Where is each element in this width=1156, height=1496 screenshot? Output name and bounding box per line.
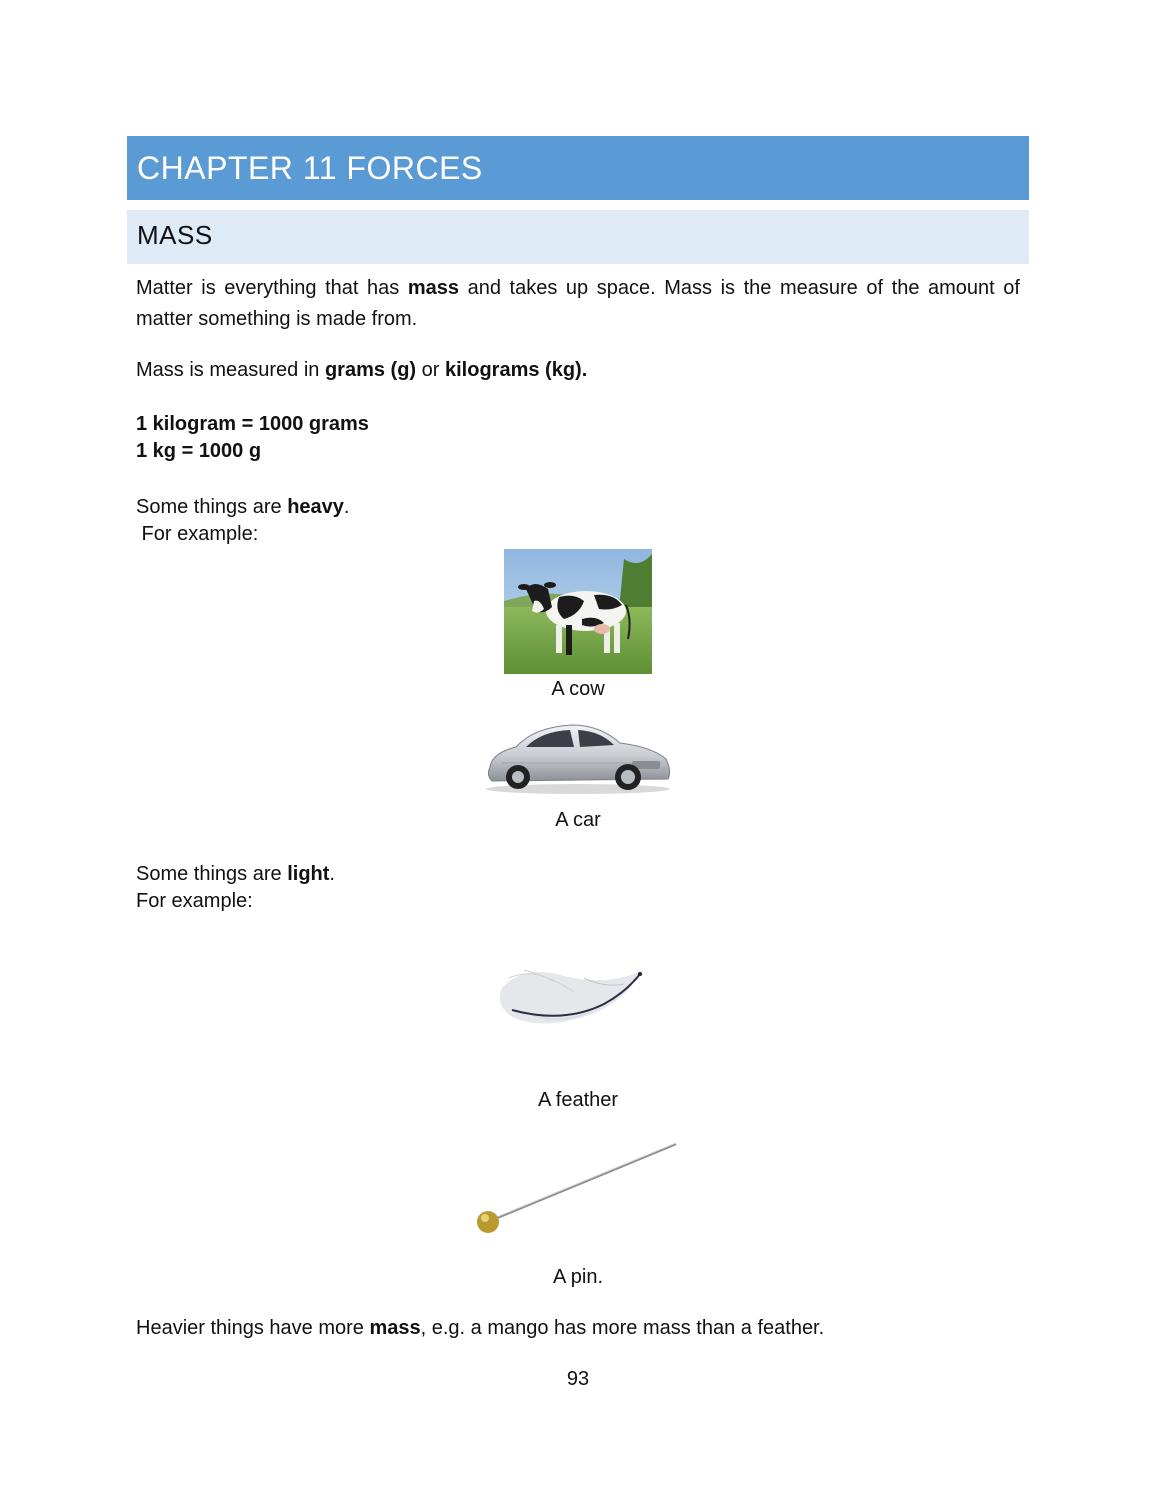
car-caption: A car (555, 809, 601, 831)
feather-caption: A feather (537, 1089, 619, 1111)
page-number: 93 (566, 1368, 590, 1390)
chapter-heading: CHAPTER 11 FORCES (127, 136, 1029, 200)
conversion-equations (136, 411, 369, 465)
intro-paragraph: Matter is everything that has mass and takes up space. Mass is the measure of the amount of matter something is made from. (136, 277, 1020, 330)
feather-image (494, 958, 650, 1046)
equation-line: 1 kg = 1000 g (136, 440, 262, 462)
closing-paragraph: Heavier things have more mass, e.g. a mango has more mass than a feather. (136, 1317, 825, 1339)
pin-image (470, 1138, 680, 1238)
cow-image (504, 549, 652, 674)
section-heading: MASS (127, 210, 1029, 264)
light-paragraph: Some things are light. For example: (136, 863, 335, 912)
heavy-paragraph: Some things are heavy. For example: (136, 496, 350, 545)
equation-line: 1 kilogram = 1000 grams (136, 413, 369, 435)
pin-caption: A pin. (552, 1266, 604, 1288)
units-paragraph: Mass is measured in grams (g) or kilograms (kg). (136, 359, 588, 381)
car-image (482, 719, 674, 795)
cow-caption: A cow (551, 678, 605, 700)
